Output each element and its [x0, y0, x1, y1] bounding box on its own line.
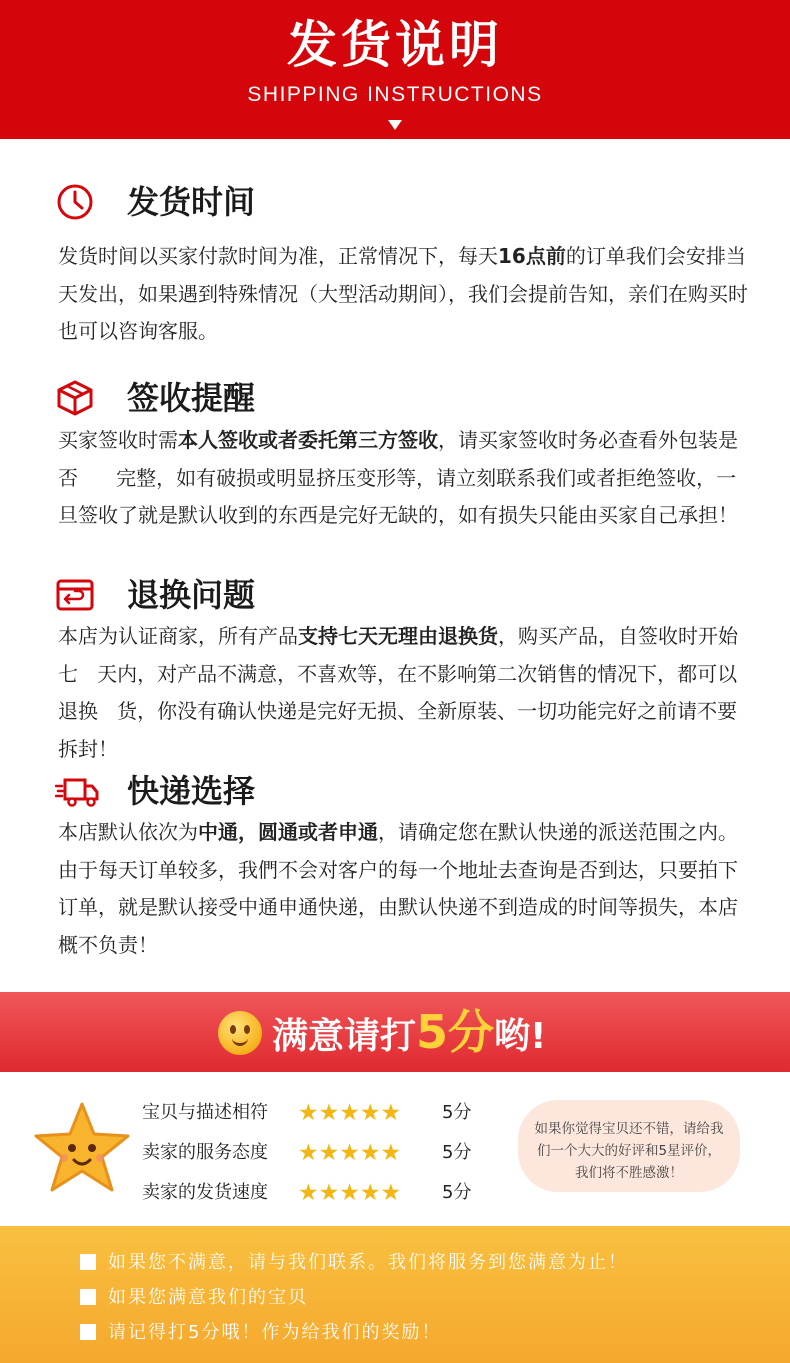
down-arrow-icon [388, 120, 402, 130]
return-exchange-icon [55, 575, 95, 615]
rating-label: 卖家的服务态度 [142, 1142, 268, 1163]
five-stars-icon: ★★★★★ [298, 1140, 402, 1166]
section-body: 本店默认依次为中通，圆通或者申通，请确定您在默认快递的派送范围之内。由于每天订单较多，我們不会对客户的每一个地址去查询是否到达，只要拍下订单，就是默认接受中通申通快递，由默认快递不到造成的时间等损失，本店概不负责！ [58, 820, 738, 957]
section-title: 签收提醒 [127, 379, 256, 417]
section-title: 退换问题 [127, 576, 256, 614]
section-body: 发货时间以买家付款时间为准，正常情况下，每天16点前的订单我们会安排当天发出，如果遇到特殊情况（大型活动期间），我们会提前告知，亲们在购买时也可以咨询客服。 [58, 244, 748, 343]
page-title: 发货说明 [287, 16, 503, 74]
footer-notes [0, 1226, 790, 1363]
star-mascot-icon [32, 1100, 132, 1196]
page-subtitle: SHIPPING INSTRUCTIONS [247, 83, 543, 106]
rating-row [142, 1174, 502, 1214]
review-request-bubble: 如果你觉得宝贝还不错，请给我们一个大大的好评和5星评价，我们将不胜感激！ [518, 1100, 740, 1192]
rating-score: 5分 [442, 1142, 472, 1163]
footer-line [80, 1250, 628, 1276]
five-stars-icon: ★★★★★ [298, 1100, 402, 1126]
rating-row [142, 1094, 502, 1134]
rating-label: 宝贝与描述相符 [142, 1102, 268, 1123]
bullet-square-icon [80, 1254, 96, 1270]
section-body: 买家签收时需本人签收或者委托第三方签收，请买家签收时务必查看外包装是否 完整，如有破损或明显挤压变形等，请立刻联系我们或者拒绝签收，一旦签收了就是默认收到的东西是完好无缺的，如有损失只能由买家自己承担！ [58, 428, 738, 527]
section-title: 发货时间 [127, 183, 256, 221]
footer-line-text: 如果您不满意，请与我们联系。我们将服务到您满意为止！ [108, 1252, 628, 1273]
rating-label: 卖家的发货速度 [142, 1182, 268, 1203]
rating-banner [0, 992, 790, 1072]
rating-area [0, 1072, 790, 1226]
section-title: 快递选择 [127, 772, 256, 810]
bullet-square-icon [80, 1289, 96, 1305]
banner-text-before: 满意请打 [272, 1016, 417, 1057]
bullet-square-icon [80, 1324, 96, 1340]
rating-score: 5分 [442, 1102, 472, 1123]
package-box-icon [55, 378, 95, 418]
banner-text-score: 5分 [416, 1005, 495, 1059]
rating-row [142, 1134, 502, 1174]
footer-line-text: 如果您满意我们的宝贝 [108, 1287, 308, 1308]
footer-line [80, 1285, 308, 1311]
smiley-face-icon [218, 1011, 262, 1055]
footer-line-text: 请记得打5分哦！作为给我们的奖励！ [108, 1322, 442, 1343]
banner-text-after: 哟! [494, 1016, 547, 1057]
banner-text [272, 1002, 546, 1067]
footer-line [80, 1320, 441, 1346]
five-stars-icon: ★★★★★ [298, 1180, 402, 1206]
clock-icon [55, 182, 95, 222]
section-body: 本店为认证商家，所有产品支持七天无理由退换货，购买产品，自签收时开始七 天内，对产品不满意，不喜欢等，在不影响第二次销售的情况下，都可以退换 货，你没有确认快递是完好无损、全新原装、一切功能完好之前请不要拆封！ [58, 624, 738, 761]
rating-list [142, 1094, 502, 1214]
delivery-truck-icon [55, 771, 101, 811]
rating-score: 5分 [442, 1182, 472, 1203]
header-banner [0, 0, 790, 139]
